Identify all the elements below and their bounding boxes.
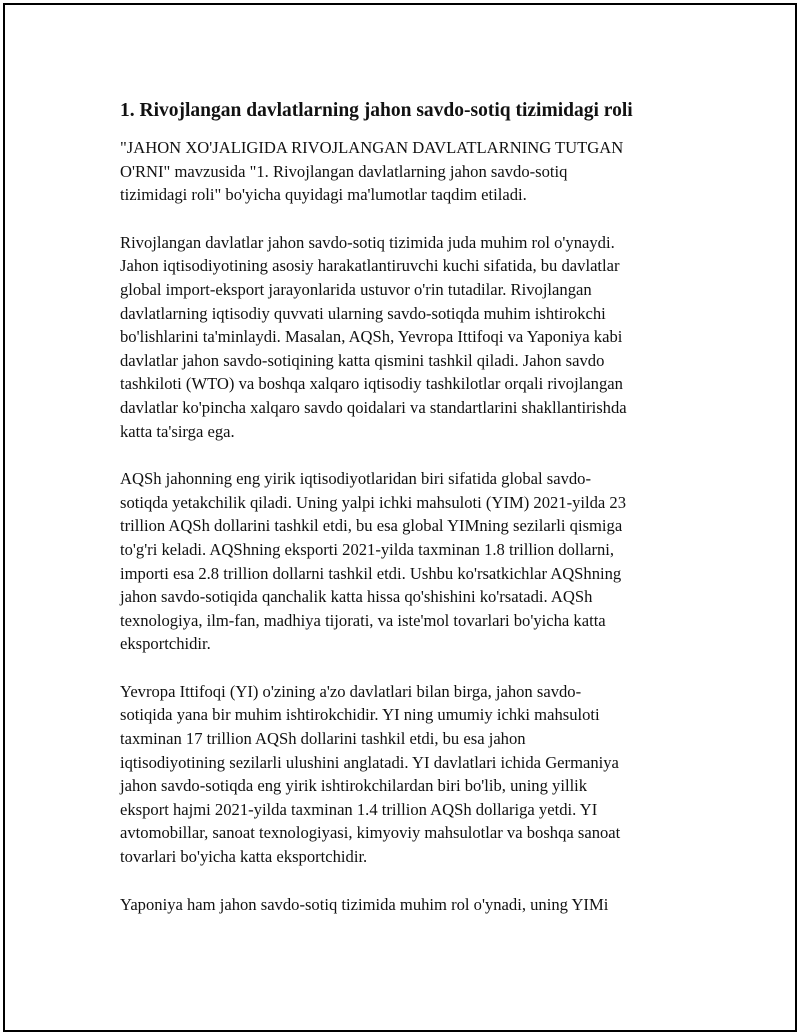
paragraph-line: jahon savdo-sotiqda eng yirik ishtirokchilardan biri bo'lib, uning yillik bbox=[120, 776, 588, 796]
paragraph-line: Yaponiya ham jahon savdo-sotiq tizimida muhim rol o'ynadi, uning YIMi bbox=[120, 894, 609, 914]
paragraph-line: sotiqida yana bir muhim ishtirokchidir. YI ning umumiy ichki mahsuloti bbox=[120, 705, 600, 725]
paragraph-line: sotiqda yetakchilik qiladi. Uning yalpi ichki mahsuloti (YIM) 2021-yilda 23 bbox=[120, 492, 627, 512]
paragraph-line: tashkiloti (WTO) va boshqa xalqaro iqtisodiy tashkilotlar orqali rivojlangan bbox=[120, 374, 623, 394]
paragraph bbox=[120, 136, 700, 207]
section-heading: 1. Rivojlangan davlatlarning jahon savdo-sotiq tizimidagi roli bbox=[120, 100, 633, 121]
paragraph bbox=[120, 231, 700, 443]
paragraph-line: katta ta'sirga ega. bbox=[120, 421, 235, 441]
paragraph-line: to'g'ri keladi. AQShning eksporti 2021-yilda taxminan 1.8 trillion dollarni, bbox=[120, 539, 615, 559]
paragraph-line: eksportchidir. bbox=[120, 634, 211, 654]
paragraph-line: O'RNI" mavzusida "1. Rivojlangan davlatlarning jahon savdo-sotiq bbox=[120, 161, 568, 181]
paragraph-line: davlatlarning iqtisodiy quvvati ularning savdo-sotiqda muhim ishtirokchi bbox=[120, 303, 606, 323]
paragraph-line: iqtisodiyotining sezilarli ulushini anglatadi. YI davlatlari ichida Germaniya bbox=[120, 752, 619, 772]
document-page bbox=[3, 3, 797, 1032]
paragraph-line: "JAHON XO'JALIGIDA RIVOJLANGAN DAVLATLARNING TUTGAN bbox=[120, 138, 624, 157]
paragraph-line: jahon savdo-sotiqida qanchalik katta hissa qo'shishini ko'rsatadi. AQSh bbox=[120, 587, 593, 607]
paragraph-list bbox=[120, 136, 700, 916]
paragraph-line: AQSh jahonning eng yirik iqtisodiyotlaridan biri sifatida global savdo- bbox=[120, 469, 592, 489]
paragraph-line: bo'lishlarini ta'minlaydi. Masalan, AQSh, Yevropa Ittifoqi va Yaponiya kabi bbox=[120, 327, 623, 347]
paragraph-line: importi esa 2.8 trillion dollarni tashkil etdi. Ushbu ko'rsatkichlar AQShning bbox=[120, 563, 622, 583]
paragraph-line: Yevropa Ittifoqi (YI) o'zining a'zo davlatlari bilan birga, jahon savdo- bbox=[120, 681, 582, 701]
paragraph-line: texnologiya, ilm-fan, madhiya tijorati, va iste'mol tovarlari bo'yicha katta bbox=[120, 610, 606, 630]
paragraph-line: Rivojlangan davlatlar jahon savdo-sotiq tizimida juda muhim rol o'ynaydi. bbox=[120, 232, 615, 252]
paragraph-line: taxminan 17 trillion AQSh dollarini tashkil etdi, bu esa jahon bbox=[120, 729, 526, 749]
document-body bbox=[120, 98, 700, 940]
paragraph bbox=[120, 680, 700, 869]
paragraph-line: global import-eksport jarayonlarida ustuvor o'rin tutadilar. Rivojlangan bbox=[120, 279, 592, 299]
paragraph-line: trillion AQSh dollarini tashkil etdi, bu esa global YIMning sezilarli qismiga bbox=[120, 516, 623, 536]
paragraph bbox=[120, 467, 700, 656]
paragraph-line: davlatlar ko'pincha xalqaro savdo qoidalari va standartlarini shakllantirishda bbox=[120, 397, 627, 417]
paragraph-line: tizimidagi roli" bo'yicha quyidagi ma'lumotlar taqdim etiladi. bbox=[120, 185, 527, 205]
paragraph-line: avtomobillar, sanoat texnologiyasi, kimyoviy mahsulotlar va boshqa sanoat bbox=[120, 823, 621, 843]
paragraph-line: Jahon iqtisodiyotining asosiy harakatlantiruvchi kuchi sifatida, bu davlatlar bbox=[120, 256, 620, 276]
paragraph bbox=[120, 893, 700, 917]
paragraph-line: davlatlar jahon savdo-sotiqining katta qismini tashkil qiladi. Jahon savdo bbox=[120, 350, 605, 370]
paragraph-line: tovarlari bo'yicha katta eksportchidir. bbox=[120, 847, 368, 867]
paragraph-line: eksport hajmi 2021-yilda taxminan 1.4 trillion AQSh dollariga yetdi. YI bbox=[120, 799, 598, 819]
